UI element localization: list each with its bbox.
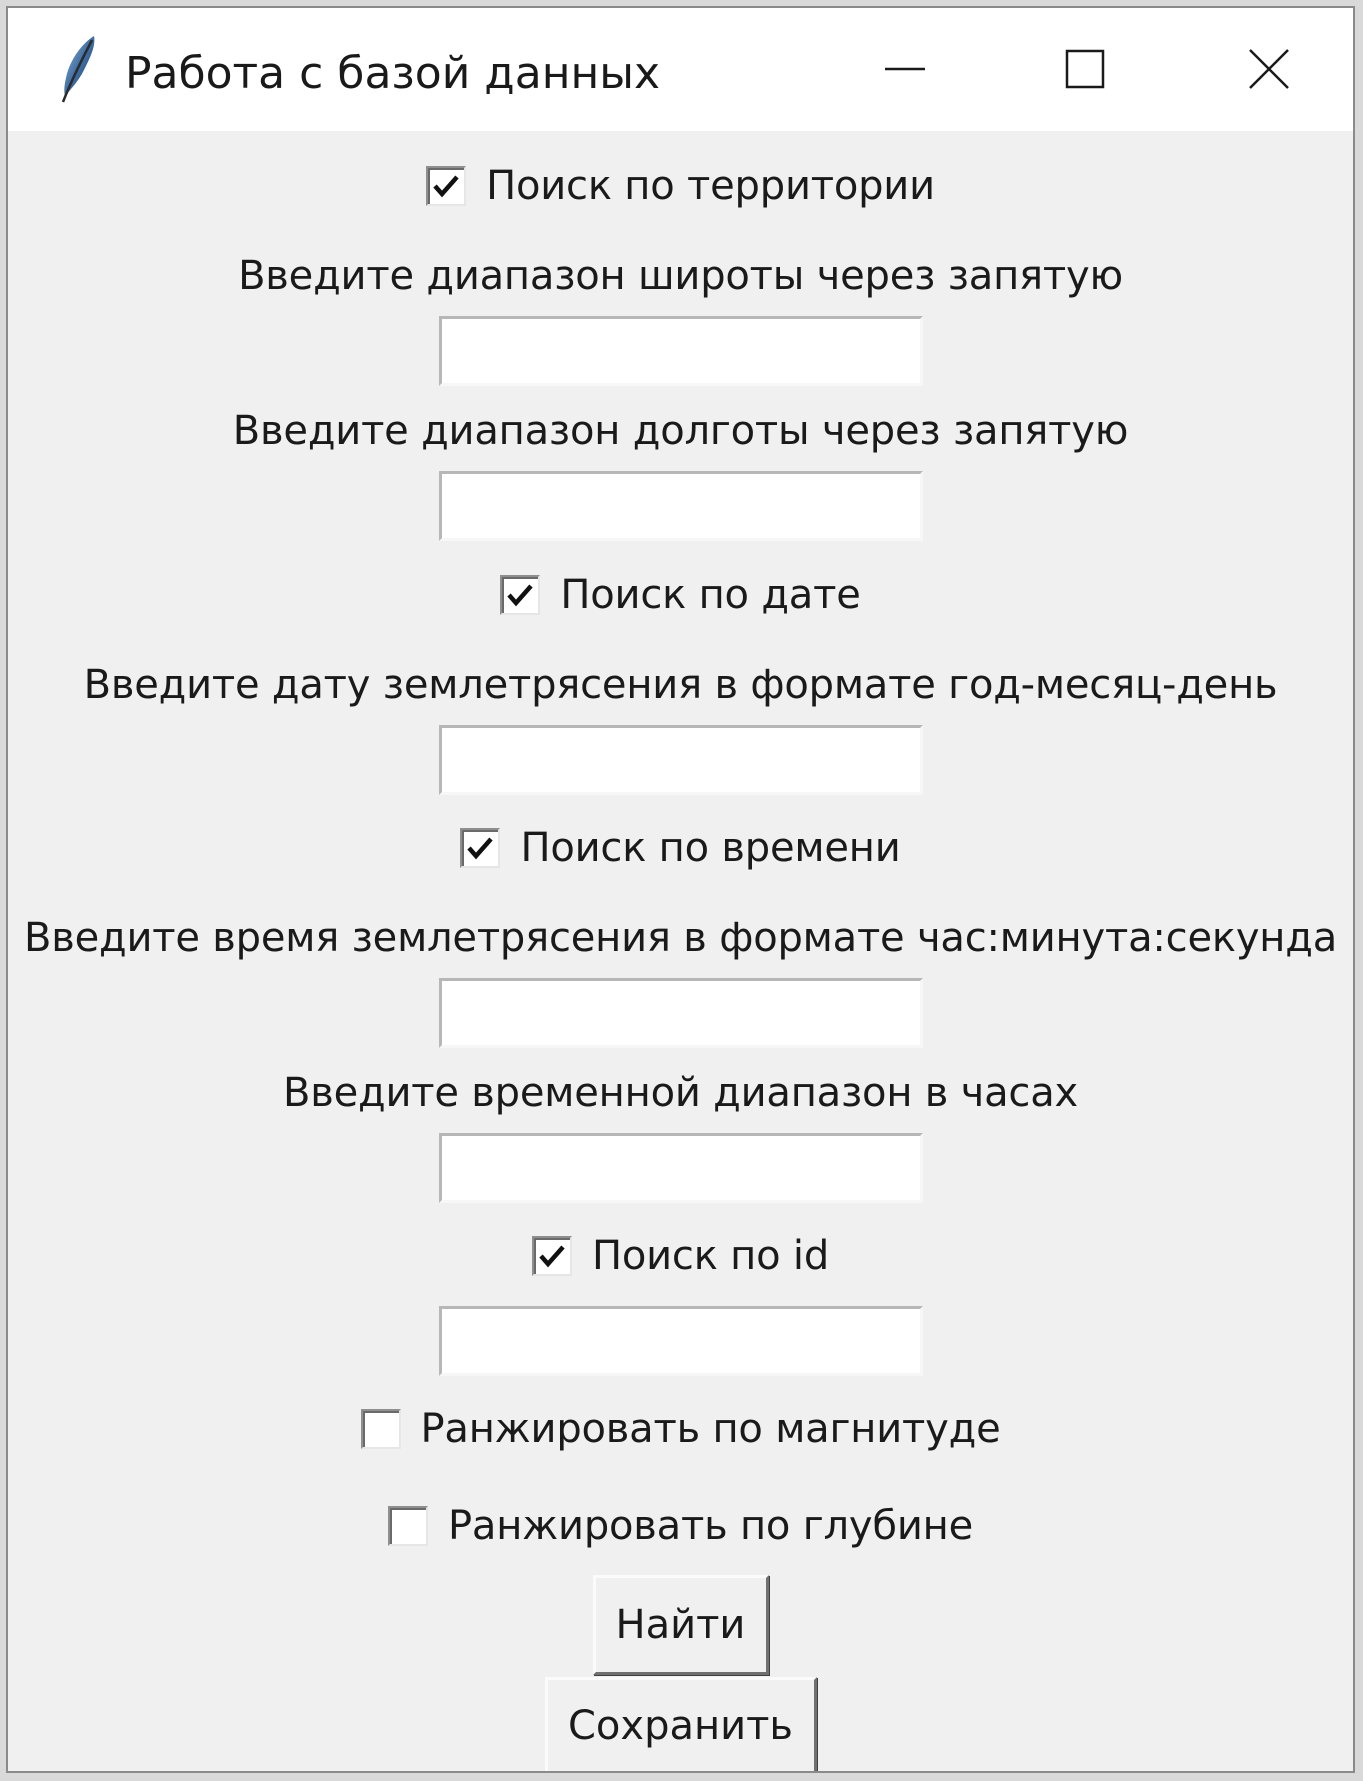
main-window [6,6,1355,1773]
date-checkbox-box[interactable] [500,575,540,615]
checkmark-icon [431,171,461,201]
find-button-row [8,1575,1353,1675]
territory-checkbox-box[interactable] [426,166,466,206]
id-checkbox-box[interactable] [532,1236,572,1276]
rank-depth-label: Ранжировать по глубине [448,1503,973,1549]
rank-magnitude-label: Ранжировать по магнитуде [420,1406,1001,1452]
time-label-row [8,913,1353,963]
latitude-input[interactable] [439,316,923,386]
latitude-input-row [8,315,1353,387]
title-bar[interactable] [8,8,1353,131]
checkmark-icon [537,1241,567,1271]
feather-icon [56,34,102,104]
time-checkbox-label: Поиск по времени [520,825,901,871]
latitude-label: Введите диапазон широты через запятую [238,253,1123,299]
close-button[interactable] [1204,28,1334,110]
longitude-label: Введите диапазон долготы через запятую [232,408,1129,454]
territory-checkbox[interactable] [426,163,935,209]
date-checkbox[interactable] [500,572,860,618]
save-button[interactable]: Сохранить [545,1677,817,1773]
checkmark-icon [465,833,495,863]
time-input-row [8,977,1353,1049]
time-input[interactable] [439,978,923,1048]
longitude-label-row [8,406,1353,456]
latitude-label-row [8,251,1353,301]
date-checkbox-label: Поиск по дате [560,572,861,618]
date-label: Введите дату землетрясения в формате год-месяц-день [83,662,1278,708]
time-checkbox[interactable] [460,825,900,871]
date-input-row [8,724,1353,796]
id-checkbox-label: Поиск по id [591,1233,830,1279]
rank-depth-checkbox-box[interactable] [388,1506,428,1546]
minimize-icon [885,49,925,89]
maximize-button[interactable] [1020,28,1150,110]
id-checkbox-row [8,1231,1353,1281]
checkmark-icon [505,580,535,610]
time-range-label: Введите временной диапазон в часах [283,1070,1078,1116]
save-button-row [8,1677,1353,1773]
territory-checkbox-label: Поиск по территории [486,163,935,209]
time-range-label-row [8,1068,1353,1118]
rank-magnitude-checkbox-box[interactable] [361,1409,401,1449]
rank-magnitude-checkbox[interactable] [361,1406,1001,1452]
minimize-button[interactable] [840,28,970,110]
longitude-input[interactable] [439,471,923,541]
territory-checkbox-row [8,161,1353,211]
time-checkbox-box[interactable] [460,828,500,868]
id-input-row [8,1305,1353,1377]
find-button[interactable]: Найти [593,1575,769,1675]
close-icon [1248,48,1290,90]
maximize-icon [1065,49,1105,89]
rank-depth-checkbox[interactable] [388,1503,973,1549]
longitude-input-row [8,470,1353,542]
rank-magnitude-row [8,1404,1353,1454]
time-range-input-row [8,1132,1353,1204]
time-range-input[interactable] [439,1133,923,1203]
date-label-row [8,660,1353,710]
time-checkbox-row [8,823,1353,873]
date-input[interactable] [439,725,923,795]
window-title: Работа с базой данных [125,48,661,99]
id-checkbox[interactable] [532,1233,829,1279]
date-checkbox-row [8,570,1353,620]
id-input[interactable] [439,1306,923,1376]
rank-depth-row [8,1501,1353,1551]
time-label: Введите время землетрясения в формате час:минута:секунда [23,915,1338,961]
